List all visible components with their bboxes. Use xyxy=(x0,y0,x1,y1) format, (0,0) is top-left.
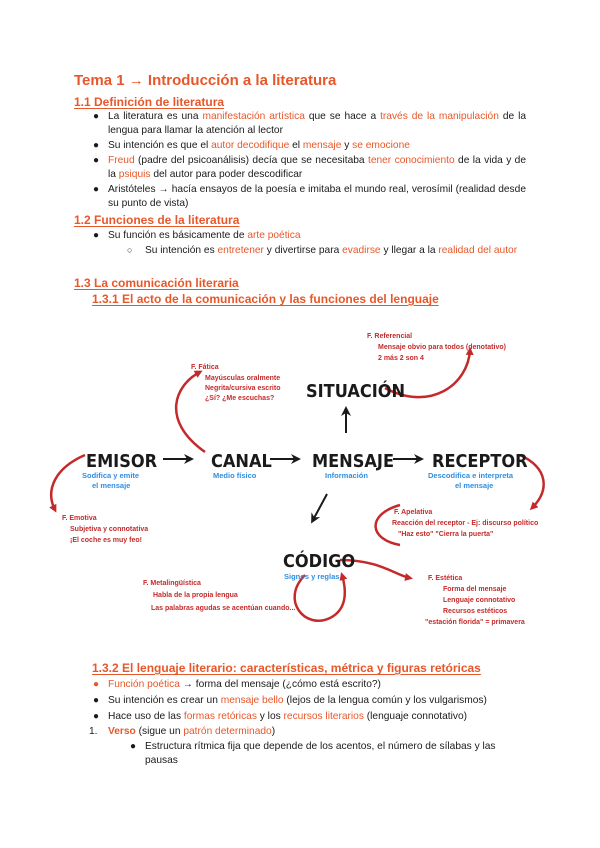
node-canal: CANAL xyxy=(211,451,272,472)
list-item: Su intención es que el autor decodifique el mensaje y se emocione xyxy=(108,140,410,151)
bullet-dot-icon: ● xyxy=(93,711,100,722)
bullet-dot-icon: ● xyxy=(93,140,100,151)
list-item: La literatura es una manifestación artística que se hace a través de la manipulación de la lengua para llamar la atención al lector xyxy=(108,111,527,136)
node-receptor-sub1: Descodifica e interpreta xyxy=(428,471,514,480)
list-item: Su intención es crear un mensaje bello (lejos de la lengua común y los vulgarismos) xyxy=(108,695,487,706)
f-emotiva-line: ¡El coche es muy feo! xyxy=(70,537,142,544)
node-receptor: RECEPTOR xyxy=(432,451,528,472)
node-mensaje: MENSAJE xyxy=(312,451,395,472)
f-emotiva-title: F. Emotiva xyxy=(62,515,97,522)
list-item: Aristóteles → hacía ensayos de la poesía e imitaba el mundo real, verosímil (realidad desde su punto de vista) xyxy=(108,184,526,209)
bullet-dot-icon: ● xyxy=(130,741,137,752)
curved-arrow-icon xyxy=(51,455,85,510)
page-title: Tema 1 → Introducción a la literatura xyxy=(74,72,337,89)
f-referencial-title: F. Referencial xyxy=(367,333,413,340)
f-fatica-line: Negrita/cursiva escrito xyxy=(205,385,281,392)
bullet-dot-icon: ● xyxy=(93,695,100,706)
section-heading-1-3: 1.3 La comunicación literaria xyxy=(74,276,239,290)
list-item: Hace uso de las formas retóricas y los recursos literarios (lenguaje connotativo) xyxy=(108,711,468,722)
node-codigo-sub1: Signos y reglas xyxy=(284,572,340,581)
curved-arrow-icon xyxy=(295,575,345,621)
curved-arrow-icon xyxy=(176,372,205,452)
f-apelativa-line: "Haz esto" "Cierra la puerta" xyxy=(398,531,494,538)
node-canal-sub1: Medio físico xyxy=(213,471,257,480)
node-emisor-sub1: Sodifica y emite xyxy=(82,471,140,480)
f-metalinguistica-title: F. Metalingüística xyxy=(143,580,201,587)
f-apelativa-line: Reacción del receptor - Ej: discurso político xyxy=(392,520,539,527)
f-emotiva-line: Subjetiva y connotativa xyxy=(70,526,149,533)
f-fatica-title: F. Fática xyxy=(191,364,219,371)
node-receptor-sub2: el mensaje xyxy=(455,481,494,490)
bullet-dot-icon: ● xyxy=(93,184,100,195)
circle-bullet-icon: ○ xyxy=(127,245,133,255)
f-estetica-line: Forma del mensaje xyxy=(443,586,507,593)
down-left-arrow-icon xyxy=(313,494,327,520)
bullet-dot-icon: ● xyxy=(93,230,100,241)
list-item: Estructura rítmica fija que depende de los acentos, el número de sílabas y las pausas xyxy=(145,741,496,766)
list-item: Freud (padre del psicoanálisis) decía que se necesitaba tener conocimiento de la vida y de la psiquis del autor para poder descodificar xyxy=(108,155,527,180)
list-item: Su función es básicamente de arte poética xyxy=(108,230,301,241)
f-metalinguistica-line: Las palabras agudas se acentúan cuando... xyxy=(151,605,296,612)
f-estetica-title: F. Estética xyxy=(428,575,463,582)
subsection-heading-1-3-1: 1.3.1 El acto de la comunicación y las funciones del lenguaje xyxy=(92,292,439,306)
node-emisor-sub2: el mensaje xyxy=(92,481,131,490)
f-referencial-line: Mensaje obvio para todos (denotativo) xyxy=(378,344,506,351)
section-heading-1-1: 1.1 Definición de literatura xyxy=(74,95,225,109)
bullet-dot-icon: ● xyxy=(93,155,100,166)
f-metalinguistica-line: Habla de la propia lengua xyxy=(153,592,238,599)
node-codigo: CÓDIGO xyxy=(283,551,356,572)
f-apelativa-title: F. Apelativa xyxy=(394,509,433,516)
node-mensaje-sub1: Información xyxy=(325,471,368,480)
f-referencial-line: 2 más 2 son 4 xyxy=(378,355,424,362)
f-estetica-line: Lenguaje connotativo xyxy=(443,597,516,604)
subsection-heading-1-3-2: 1.3.2 El lenguaje literario: características, métrica y figuras retóricas xyxy=(92,661,481,675)
bullet-dot-icon: ● xyxy=(93,111,100,122)
node-situacion: SITUACIÓN xyxy=(306,381,406,402)
list-item: Función poética → forma del mensaje (¿cómo está escrito?) xyxy=(108,679,381,690)
f-estetica-line: Recursos estéticos xyxy=(443,608,508,615)
f-fatica-line: Mayúsculas oralmente xyxy=(205,375,281,382)
f-estetica-line: "estación florida" = primavera xyxy=(425,619,525,626)
section-heading-1-2: 1.2 Funciones de la literatura xyxy=(74,213,240,227)
bullet-dot-icon: ● xyxy=(93,679,100,690)
f-fatica-line: ¿Sí? ¿Me escuchas? xyxy=(205,395,275,402)
list-number: 1. xyxy=(89,726,98,737)
node-emisor: EMISOR xyxy=(86,451,158,472)
list-item: Verso (sigue un patrón determinado) xyxy=(108,726,276,737)
list-item: Su intención es entretener y divertirse para evadirse y llegar a la realidad del autor xyxy=(145,245,518,256)
